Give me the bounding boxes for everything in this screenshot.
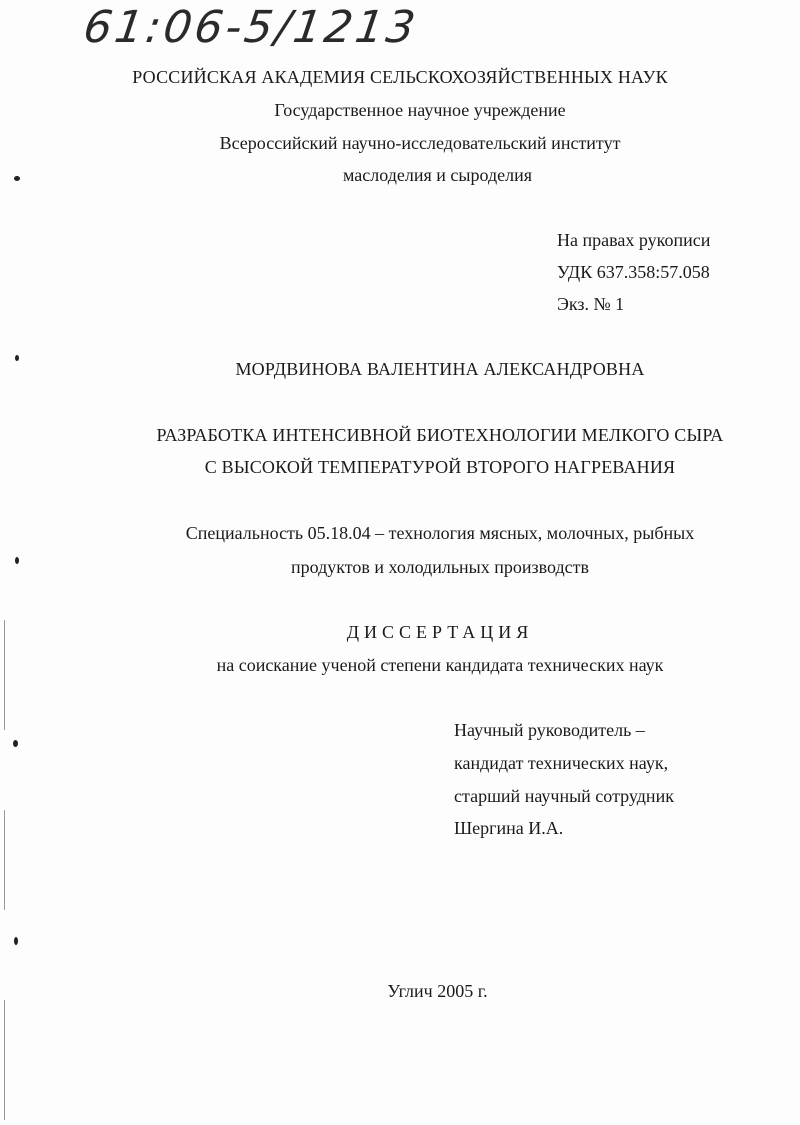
supervisor-heading: Научный руководитель – [454,720,645,740]
scan-line [4,810,5,910]
scan-line [4,1000,5,1120]
dissertation-subtitle: на соискание ученой степени кандидата технических наук [216,655,664,675]
copy-number: Экз. № 1 [557,294,625,314]
institution-name-line1: Всероссийский научно-исследовательский институт [219,133,621,153]
title-line2: С ВЫСОКОЙ ТЕМПЕРАТУРОЙ ВТОРОГО НАГРЕВАНИЯ [204,457,676,477]
institution-type: Государственное научное учреждение [274,100,566,120]
author-name: МОРДВИНОВА ВАЛЕНТИНА АЛЕКСАНДРОВНА [235,359,645,379]
supervisor-degree: кандидат технических наук, [454,753,669,773]
institution-name-line2: маслоделия и сыроделия [343,165,532,185]
specialty-line1: Специальность 05.18.04 – технология мясных, молочных, рыбных [185,523,695,543]
udk-code: УДК 637.358:57.058 [557,262,710,282]
place-year: Углич 2005 г. [387,981,488,1001]
supervisor-name: Шергина И.А. [454,818,564,838]
academy-name: РОССИЙСКАЯ АКАДЕМИЯ СЕЛЬСКОХОЗЯЙСТВЕННЫХ НАУК [132,67,668,87]
supervisor-position: старший научный сотрудник [454,786,674,806]
archive-number: 61:06-5/1213 [80,2,422,53]
dissertation-heading: ДИССЕРТАЦИЯ [346,622,534,642]
scan-mark [14,937,18,945]
specialty-line2: продуктов и холодильных производств [290,557,590,577]
scan-mark [13,740,18,747]
manuscript-rights: На правах рукописи [557,230,711,250]
title-line1: РАЗРАБОТКА ИНТЕНСИВНОЙ БИОТЕХНОЛОГИИ МЕЛКОГО СЫРА [156,425,724,445]
